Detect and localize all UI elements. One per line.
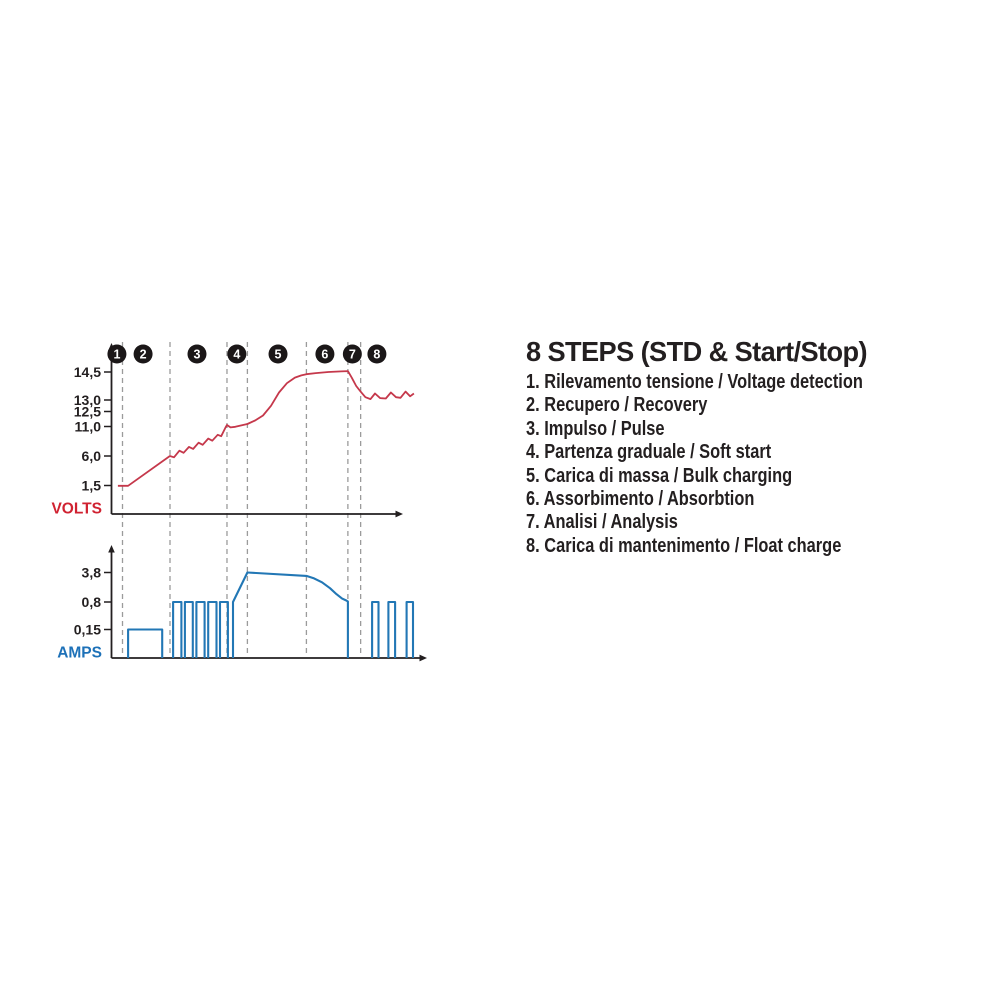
step-marker-label-5: 5 [274, 347, 282, 362]
amps-pulse-7 [388, 602, 395, 658]
steps-legend [526, 337, 996, 557]
amps-tick-label-1: 0,8 [81, 593, 101, 610]
step-marker-label-3: 3 [193, 347, 201, 362]
step-marker-label-4: 4 [233, 347, 241, 362]
legend-item-4: 4. Partenza graduale / Soft start [526, 440, 772, 464]
volts-tick-label-3: 11,0 [74, 418, 101, 435]
step-marker-label-1: 1 [113, 347, 121, 362]
amps-pulse-3 [196, 602, 204, 658]
amps-x-axis-arrow-icon [420, 655, 428, 662]
amps-y-axis-arrow-icon [108, 545, 115, 553]
volts-tick-label-2: 12,5 [73, 403, 101, 420]
volts-tick-label-5: 1,5 [81, 477, 101, 494]
volts-curve [118, 371, 414, 486]
amps-pulse-2 [185, 602, 193, 658]
step-marker-label-2: 2 [139, 347, 147, 362]
amps-axis-label: AMPS [57, 644, 102, 662]
volts-axis-label: VOLTS [51, 500, 102, 518]
legend-item-8: 8. Carica di mantenimento / Float charge [526, 533, 842, 557]
volts-tick-label-0: 14,5 [73, 363, 101, 380]
amps-pulse-1 [173, 602, 181, 658]
amps-curve-segment-1 [233, 573, 348, 659]
amps-pulse-8 [407, 602, 413, 658]
legend-items [526, 370, 996, 557]
legend-item-7: 7. Analisi / Analysis [526, 510, 678, 534]
volts-tick-label-4: 6,0 [81, 447, 101, 464]
legend-title: 8 STEPS (STD & Start/Stop) [526, 336, 868, 367]
amps-tick-label-2: 0,15 [73, 621, 101, 638]
legend-item-2: 2. Recupero / Recovery [526, 393, 708, 417]
legend-item-3: 3. Impulso / Pulse [526, 416, 665, 440]
legend-item-5: 5. Carica di massa / Bulk charging [526, 463, 793, 487]
amps-pulse-6 [372, 602, 378, 658]
legend-item-1: 1. Rilevamento tensione / Voltage detection [526, 370, 863, 393]
amps-curve-segment-0 [128, 630, 162, 659]
amps-tick-label-0: 3,8 [81, 564, 101, 581]
volts-x-axis-arrow-icon [396, 511, 404, 518]
step-marker-label-7: 7 [348, 347, 356, 362]
step-marker-label-6: 6 [321, 347, 329, 362]
volts-tick-label-1: 13,0 [73, 391, 101, 408]
amps-pulse-4 [208, 602, 216, 658]
step-marker-label-8: 8 [373, 347, 381, 362]
legend-item-6: 6. Assorbimento / Absorbtion [526, 487, 755, 511]
